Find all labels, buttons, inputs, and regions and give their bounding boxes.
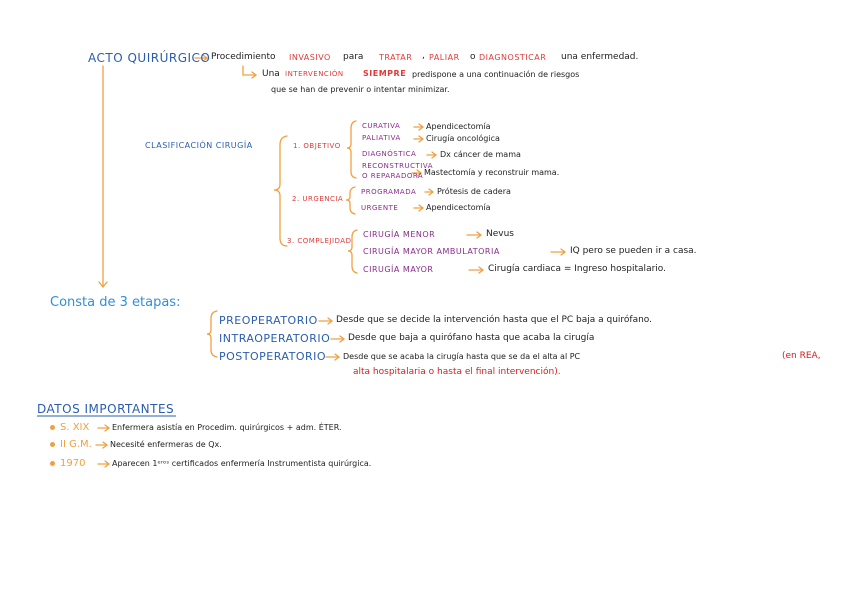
objetivo-item-desc: Apendicectomía (426, 122, 491, 131)
urgencia-item-name: URGENTE (361, 204, 399, 212)
complejidad-item-desc: IQ pero se pueden ir a casa. (570, 246, 697, 256)
etapa-name: POSTOPERATORIO (219, 350, 327, 363)
etapa-desc: Desde que baja a quirófano hasta que acaba la cirugía (348, 333, 595, 343)
urgencia-item-desc: Prótesis de cadera (437, 187, 511, 196)
acto-def-invasivo: INVASIVO (289, 53, 331, 62)
etapa-desc: Desde que se acaba la cirugía hasta que se da el alta al PC (343, 352, 581, 361)
datos-desc: Aparecen 1ᵉʳᵒˢ certificados enfermería Instrumentista quirúrgica. (112, 459, 372, 468)
acto-def-diagnosticar: DIAGNOSTICAR (479, 53, 547, 62)
clasificacion-title: CLASIFICACIÓN CIRUGÍA (145, 141, 253, 150)
acto-def-paliar: PALIAR (429, 53, 460, 62)
acto-def-o: o (470, 52, 476, 62)
complejidad-item-desc: Cirugía cardiaca = Ingreso hospitalario. (488, 264, 666, 274)
etapa-note2: alta hospitalaria o hasta el final intervención). (353, 367, 561, 377)
objetivo-item-desc: Mastectomía y reconstruir mama. (424, 168, 560, 177)
acto-sub1-siempre: SIEMPRE (363, 69, 407, 78)
complejidad-item-desc: Nevus (486, 229, 514, 239)
etapa-note: (en REA, (782, 351, 821, 361)
complejidad-label: 3. COMPLEJIDAD (287, 237, 352, 245)
objetivo-item-name: RECONSTRUCTIVA (362, 162, 433, 170)
acto-def-post: una enfermedad. (561, 52, 639, 62)
urgencia-item-name: PROGRAMADA (361, 188, 417, 196)
objetivo-item-name: CURATIVA (362, 122, 401, 130)
complejidad-item-name: CIRUGÍA MAYOR AMBULATORIA (363, 247, 500, 256)
acto-def-para: para (343, 52, 364, 62)
datos-title: DATOS IMPORTANTES (37, 402, 175, 416)
complejidad-item-name: CIRUGÍA MENOR (363, 230, 436, 239)
bullet-icon (50, 425, 55, 430)
etapa-desc: Desde que se decide la intervención hasta que el PC baja a quirófano. (336, 315, 653, 325)
acto-sub1-post: predispone a una continuación de riesgos (412, 70, 580, 79)
datos-desc: Necesité enfermeras de Qx. (110, 440, 222, 449)
objetivo-item-name: PALIATIVA (362, 134, 401, 142)
etapa-name: INTRAOPERATORIO (219, 332, 331, 345)
complejidad-item-name: CIRUGÍA MAYOR (363, 265, 434, 274)
datos-key: S. XIX (60, 422, 90, 433)
bullet-icon (50, 442, 55, 447)
acto-sub1-intervencion: INTERVENCIÓN (285, 70, 344, 78)
etapa-name: PREOPERATORIO (219, 314, 318, 327)
bullet-icon (50, 461, 55, 466)
acto-def-tratar: TRATAR (379, 53, 413, 62)
datos-key: 1970 (60, 458, 86, 469)
objetivo-label: 1. OBJETIVO (293, 142, 341, 150)
objetivo-item-desc: Cirugía oncológica (426, 134, 500, 143)
acto-title: ACTO QUIRÚRGICO (88, 51, 211, 65)
urgencia-label: 2. URGENCIA (292, 195, 344, 203)
urgencia-item-desc: Apendicectomía (426, 203, 491, 212)
acto-sub1-pre: Una (262, 69, 280, 79)
objetivo-item-desc: Dx cáncer de mama (440, 150, 521, 159)
acto-sub2: que se han de prevenir o intentar minimizar. (271, 85, 450, 94)
objetivo-item-name2: O REPARADORA (362, 172, 424, 180)
comma-sep: , (422, 51, 425, 61)
objetivo-item-name: DIAGNÓSTICA (362, 150, 417, 158)
datos-key: II G.M. (60, 439, 92, 450)
etapas-title: Consta de 3 etapas: (50, 295, 181, 310)
acto-def-pre: Procedimiento (211, 52, 276, 62)
datos-desc: Enfermera asistía en Procedim. quirúrgicos + adm. ÉTER. (112, 423, 342, 432)
